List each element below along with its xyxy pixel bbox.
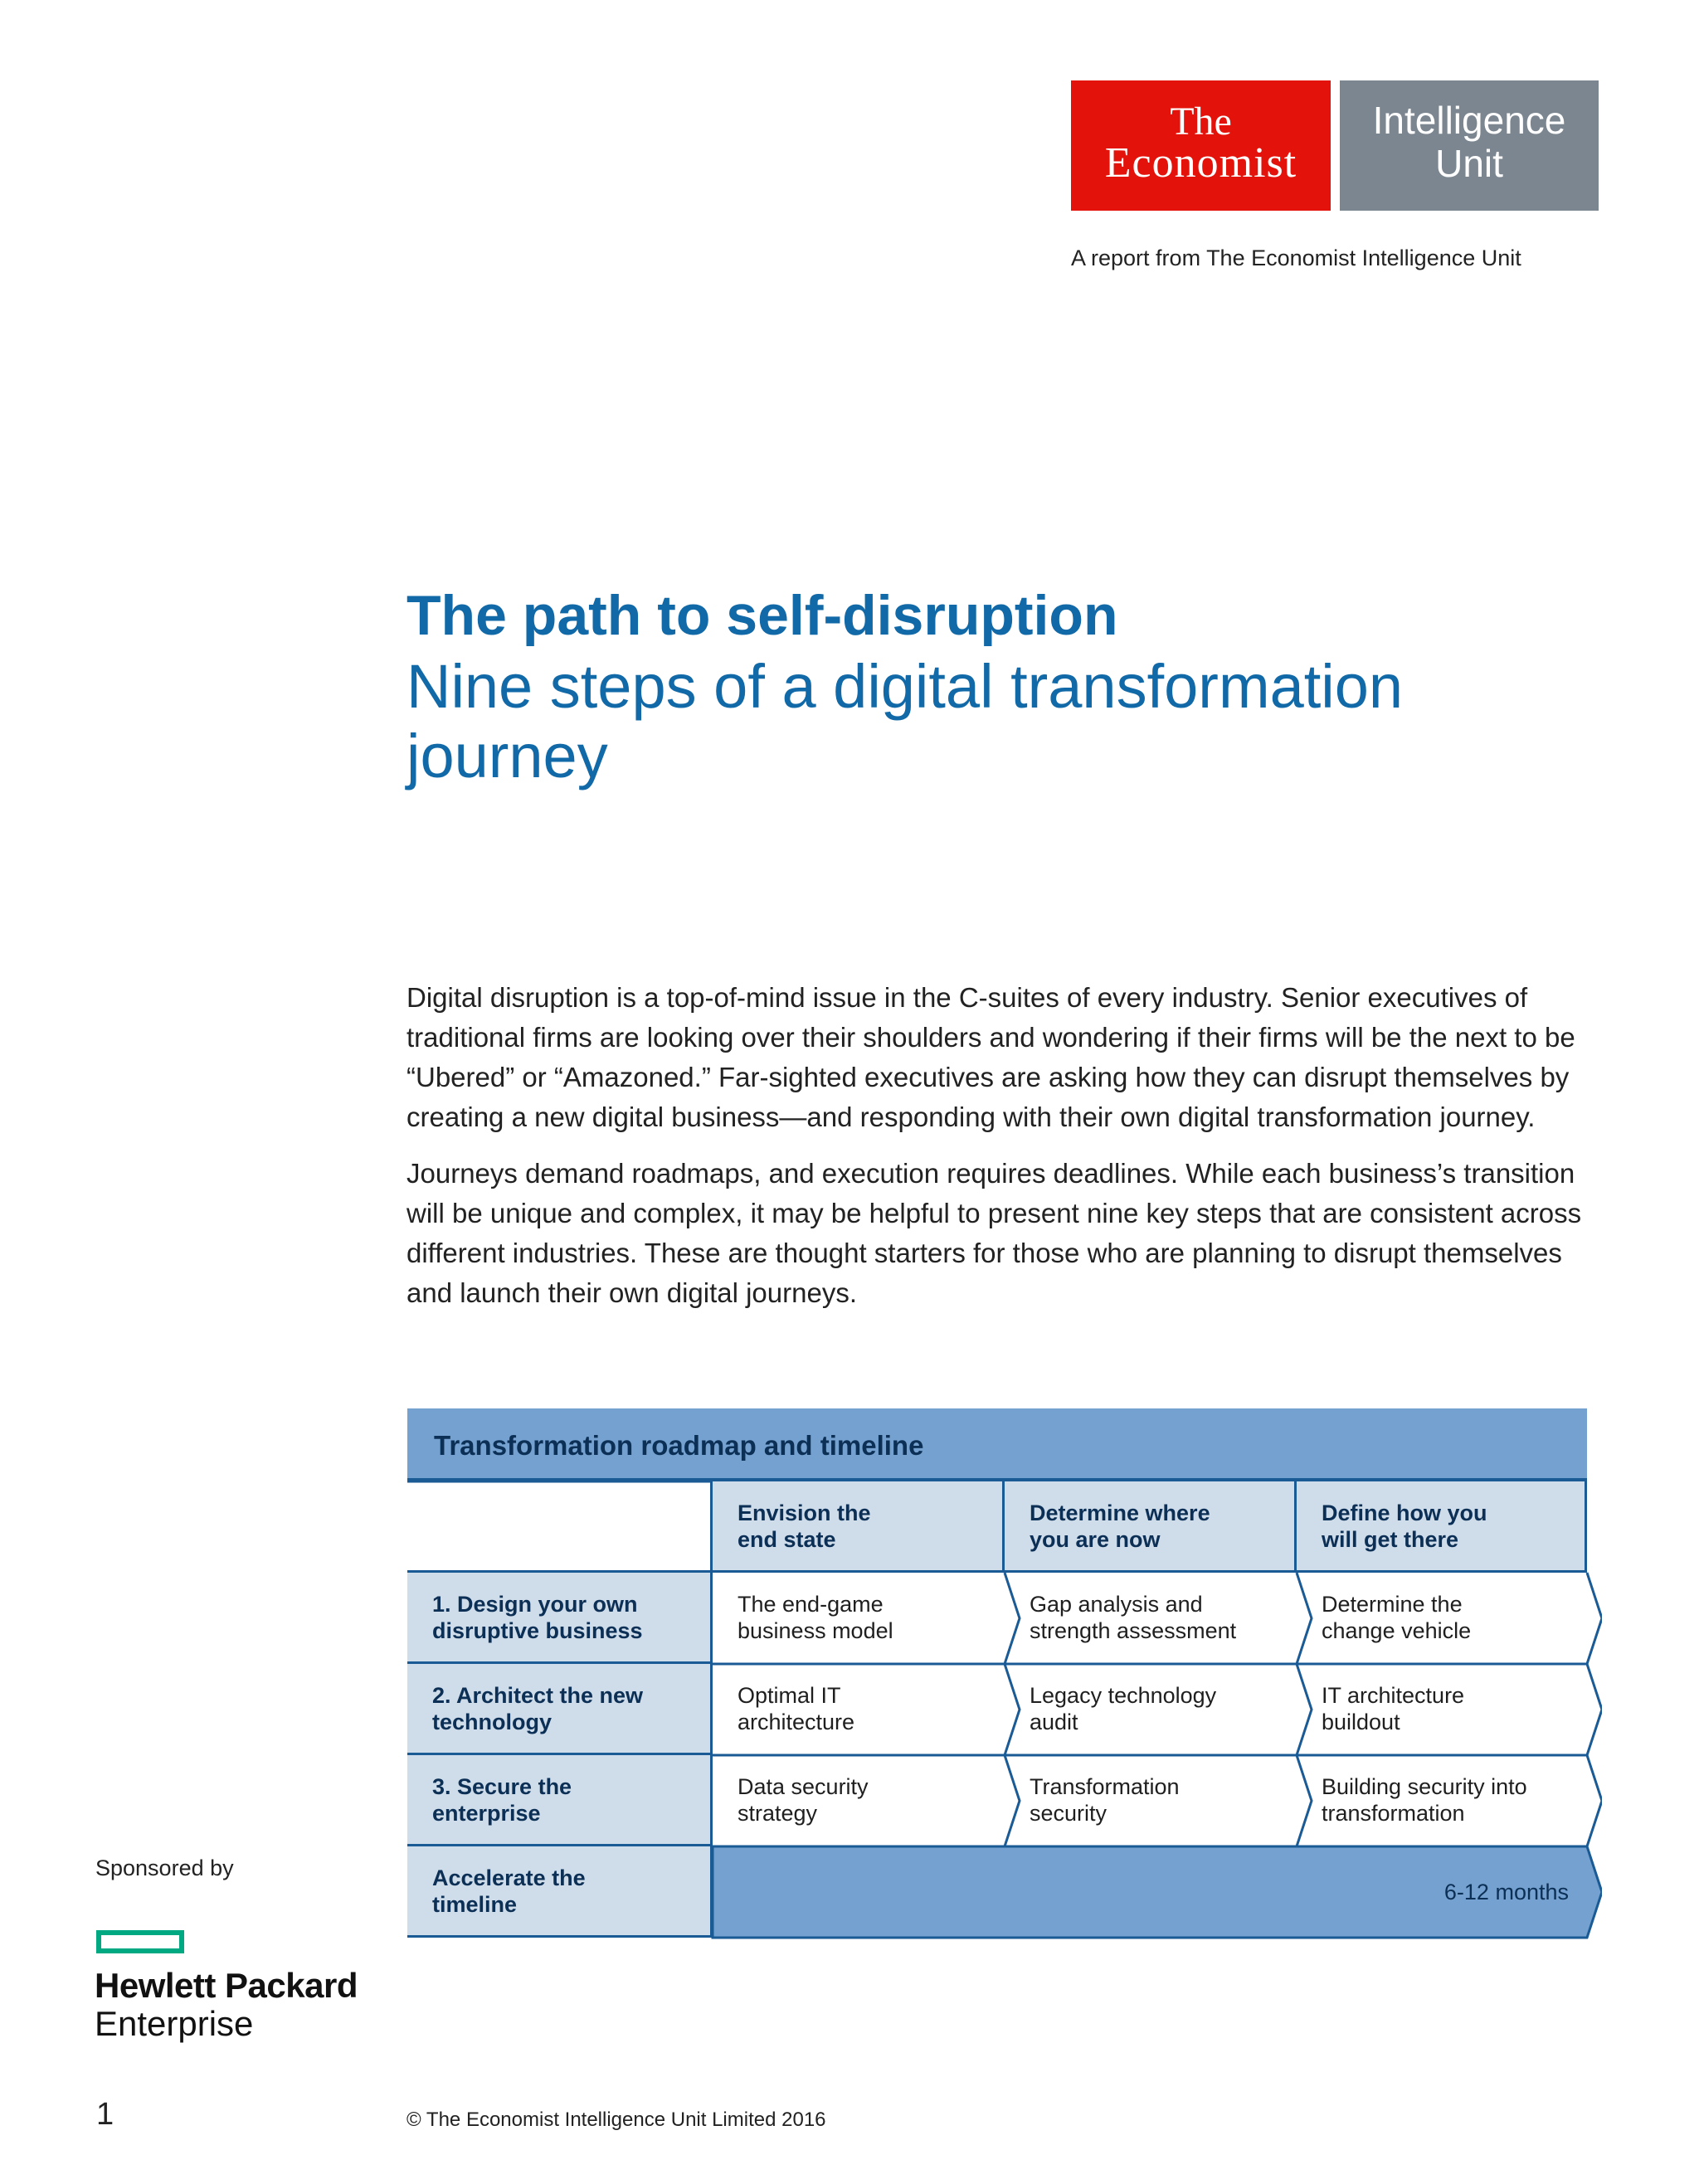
col-header-line: you are now: [1030, 1527, 1161, 1552]
cell-line: The end-game: [738, 1592, 884, 1617]
row-header-line: technology: [432, 1710, 553, 1734]
hpe-logo-icon: [96, 1930, 184, 1953]
row-header-architect: [407, 1664, 713, 1755]
row-header-accelerate: [407, 1846, 713, 1938]
col-header-line: Define how you: [1322, 1501, 1487, 1525]
table-cell: [1297, 1755, 1587, 1846]
cell-line: audit: [1030, 1710, 1078, 1734]
logo-economist: Economist: [1104, 139, 1297, 187]
table-cell: [1005, 1664, 1297, 1755]
row-header-line: timeline: [432, 1892, 518, 1917]
cell-line: transformation: [1322, 1801, 1465, 1826]
cell-line: Determine the: [1322, 1592, 1463, 1617]
roadmap-table: [407, 1408, 1602, 1939]
cell-line: security: [1030, 1801, 1108, 1826]
cell-line: Legacy technology: [1030, 1683, 1217, 1708]
table-cell: [713, 1573, 1005, 1664]
table-cell: [1297, 1664, 1587, 1755]
cell-line: strength assessment: [1030, 1618, 1237, 1643]
col-header-line: Determine where: [1030, 1501, 1210, 1525]
col-header-line: end state: [738, 1527, 836, 1552]
table-cell: [1297, 1573, 1587, 1664]
table-cell: [713, 1664, 1005, 1755]
paragraph: Digital disruption is a top-of-mind issue in the C-suites of every industry. Senior executives of traditional firms are looking over their shoulders and wondering if their firms will be the next to be “Ubered” or “Amazoned.” Far-sighted executives are asking how they can disrupt themselves by creating a new digital business—and responding with their own digital transformation journey.: [406, 982, 1575, 1132]
col-header-envision: [713, 1481, 1005, 1573]
cell-line: Building security into: [1322, 1774, 1527, 1799]
intro-text: [406, 978, 1601, 1330]
row-header-line: Accelerate the: [432, 1865, 586, 1890]
roadmap-title: Transformation roadmap and timeline: [407, 1408, 1587, 1481]
row-header-line: enterprise: [432, 1801, 541, 1826]
report-source: A report from The Economist Intelligence Unit: [1071, 246, 1521, 270]
paragraph: Journeys demand roadmaps, and execution requires deadlines. While each business’s transition will be unique and complex, it may be helpful to present nine key steps that are consistent across different industries. These are thought starters for those who are planning to disrupt themselves and launch their own digital journeys.: [406, 1158, 1582, 1308]
cell-line: change vehicle: [1322, 1618, 1472, 1643]
col-header-determine: [1005, 1481, 1297, 1573]
col-header-define: [1297, 1481, 1587, 1573]
row-header-design: [407, 1573, 713, 1664]
corner-cell: [407, 1481, 713, 1573]
timeline-duration: 6-12 months: [1443, 1880, 1569, 1904]
intelligence-unit-logo-block: [1340, 80, 1599, 211]
cell-line: business model: [738, 1618, 893, 1643]
row-header-line: 2. Architect the new: [432, 1683, 644, 1708]
row-header-line: disruptive business: [432, 1618, 643, 1643]
copyright: © The Economist Intelligence Unit Limited 2016: [406, 2109, 826, 2131]
sponsored-by-label: Sponsored by: [95, 1856, 234, 1880]
page-number: 1: [96, 2097, 114, 2132]
page-subtitle: Nine steps of a digital transformation journey: [406, 652, 1404, 790]
cell-line: IT architecture: [1322, 1683, 1465, 1708]
cell-line: Data security: [738, 1774, 869, 1799]
row-header-line: 1. Design your own: [432, 1592, 638, 1617]
cell-line: buildout: [1322, 1710, 1400, 1734]
row-header-line: 3. Secure the: [432, 1774, 572, 1799]
cell-line: Optimal IT: [738, 1683, 841, 1708]
cell-line: Transformation: [1030, 1774, 1180, 1799]
logo-the: The: [1170, 100, 1232, 143]
logo-intelligence: Intelligence: [1372, 99, 1566, 142]
page-title: The path to self-disruption: [406, 584, 1118, 647]
row-header-secure: [407, 1755, 713, 1846]
eiu-logo: [1071, 80, 1599, 211]
col-header-line: Envision the: [738, 1501, 871, 1525]
table-cell: [1005, 1755, 1297, 1846]
table-cell: [713, 1755, 1005, 1846]
cell-line: Gap analysis and: [1030, 1592, 1203, 1617]
table-cell: [1005, 1573, 1297, 1664]
col-header-line: will get there: [1322, 1527, 1459, 1552]
cell-line: strategy: [738, 1801, 818, 1826]
economist-logo-block: [1071, 80, 1331, 211]
hpe-name-line1: Hewlett Packard: [95, 1966, 358, 2005]
hpe-name-line2: Enterprise: [95, 2004, 254, 2043]
logo-unit: Unit: [1435, 142, 1503, 185]
cell-line: architecture: [738, 1710, 855, 1734]
